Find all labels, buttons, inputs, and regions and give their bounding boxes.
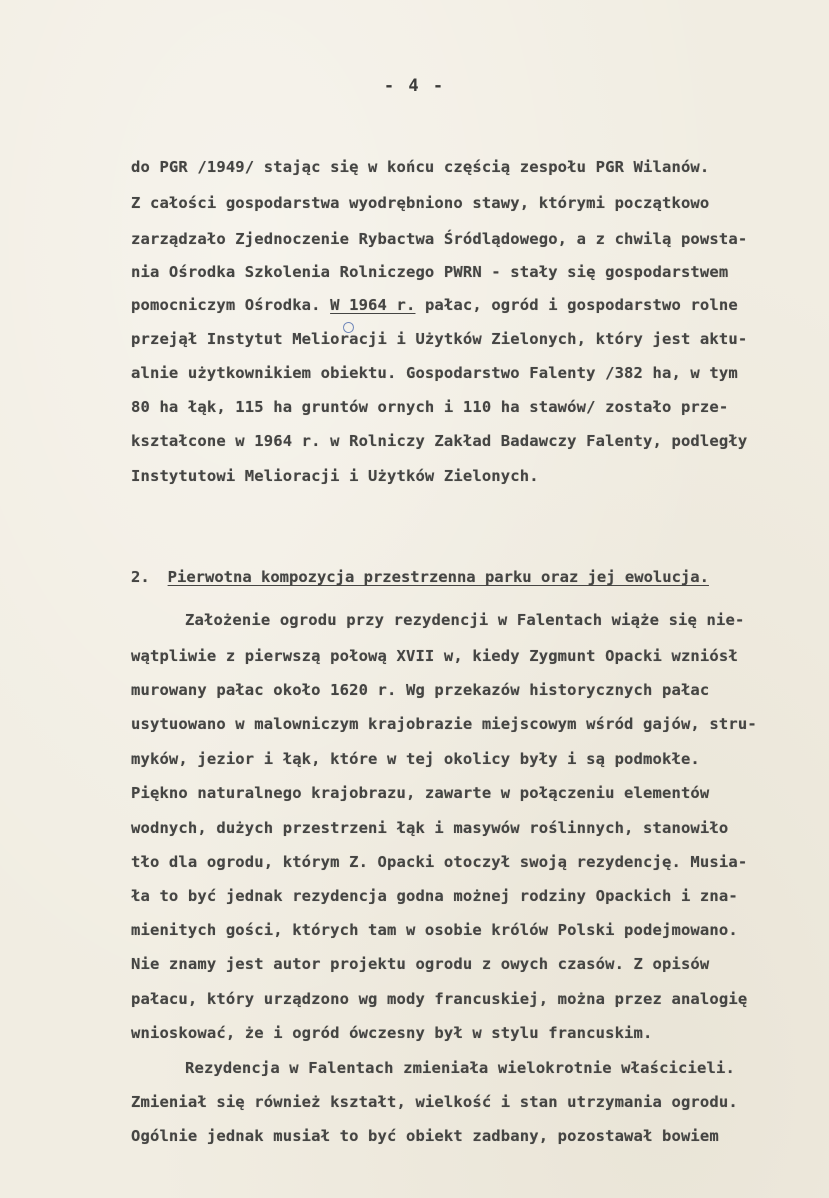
line-text: Nie znamy jest autor projektu ogrodu z owych czasów. Z opisów <box>131 955 710 973</box>
text-line <box>131 817 728 839</box>
text-line <box>131 1022 653 1044</box>
section-title: Pierwotna kompozycja przestrzenna parku oraz jej ewolucja. <box>167 568 709 586</box>
text-line <box>131 919 738 941</box>
text-line <box>131 328 811 350</box>
line-text: alnie użytkownikiem obiektu. Gospodarstwo Falenty /382 ha, w tym <box>131 364 738 382</box>
line-text: myków, jezior i łąk, które w tej okolicy były i są podmokłe. <box>131 750 700 768</box>
text-line <box>131 645 738 667</box>
line-text: wodnych, dużych przestrzeni łąk i masywów roślinnych, stanowiło <box>131 819 729 837</box>
line-text: Ogólnie jednak musiał to być obiekt zadbany, pozostawał bowiem <box>131 1127 719 1145</box>
line-text: wnioskować, że i ogród ówczesny był w stylu francuskim. <box>131 1024 653 1042</box>
text-line <box>185 609 744 631</box>
text-line <box>131 851 747 873</box>
text-line <box>131 362 811 384</box>
line-text: 80 ha łąk, 115 ha gruntów ornych i 110 ha stawów/ zostało prze- <box>131 398 729 416</box>
line-text: kształcone w 1964 r. w Rolniczy Zakład Badawczy Falenty, podległy <box>131 432 748 450</box>
text-line <box>131 1091 738 1113</box>
text-line <box>131 396 811 418</box>
section-number: 2. <box>131 568 150 586</box>
text-line <box>131 465 811 487</box>
text-line <box>131 885 738 907</box>
line-text: do PGR /1949/ stając się w końcu częścią zespołu PGR Wilanów. <box>131 158 710 176</box>
text-line <box>131 156 771 178</box>
line-text: pomocniczym Ośrodka. <box>131 296 321 314</box>
line-text: Założenie ogrodu przy rezydencji w Falentach wiąże się nie- <box>185 611 745 629</box>
line-text: Instytutowi Melioracji i Użytków Zielonych. <box>131 467 539 485</box>
line-text: murowany pałac około 1620 r. Wg przekazów historycznych pałac <box>131 681 710 699</box>
line-text: Zmieniał się również kształt, wielkość i stan utrzymania ogrodu. <box>131 1093 738 1111</box>
line-text: pałac, ogród i gospodarstwo rolne <box>415 296 738 314</box>
line-text: wątpliwie z pierwszą połową XVII w, kiedy Zygmunt Opacki wzniósł <box>131 647 738 665</box>
text-line <box>131 261 811 283</box>
text-line <box>131 748 700 770</box>
line-text: Z całości gospodarstwa wyodrębniono stawy, którymi początkowo <box>131 194 710 212</box>
line-text: pałacu, który urządzono wg mody francuskiej, można przez analogię <box>131 990 748 1008</box>
page-number: - 4 - <box>383 76 446 96</box>
line-text: przejął Instytut Melioracji i Użytków Zielonych, który jest aktu- <box>131 330 748 348</box>
line-text: Piękno naturalnego krajobrazu, zawarte w połączeniu elementów <box>131 784 710 802</box>
text-line <box>131 953 709 975</box>
line-text: tło dla ogrodu, którym Z. Opacki otoczył swoją rezydencję. Musia- <box>131 853 748 871</box>
text-line <box>131 782 709 804</box>
line-text: zarządzało Zjednoczenie Rybactwa Śródlądowego, a z chwilą powsta- <box>131 230 748 248</box>
line-text: nia Ośrodka Szkolenia Rolniczego PWRN - stały się gospodarstwem <box>131 263 729 281</box>
text-line <box>131 679 709 701</box>
line-text: ła to być jednak rezydencja godna możnej rodziny Opackich i zna- <box>131 887 738 905</box>
text-line <box>131 430 811 452</box>
text-line <box>131 988 747 1010</box>
text-line <box>131 713 757 735</box>
text-line <box>131 1125 719 1147</box>
line-text: mienitych gości, których tam w osobie królów Polski podejmowano. <box>131 921 738 939</box>
text-line <box>131 294 811 316</box>
text-line <box>131 228 811 250</box>
underlined-date: W 1964 r. <box>330 296 416 314</box>
section-heading <box>131 566 709 588</box>
line-text: Rezydencja w Falentach zmieniała wielokrotnie właścicieli. <box>185 1059 735 1077</box>
text-line <box>131 192 771 214</box>
text-line <box>185 1057 735 1079</box>
line-text: usytuowano w malowniczym krajobrazie miejscowym wśród gajów, stru- <box>131 715 757 733</box>
